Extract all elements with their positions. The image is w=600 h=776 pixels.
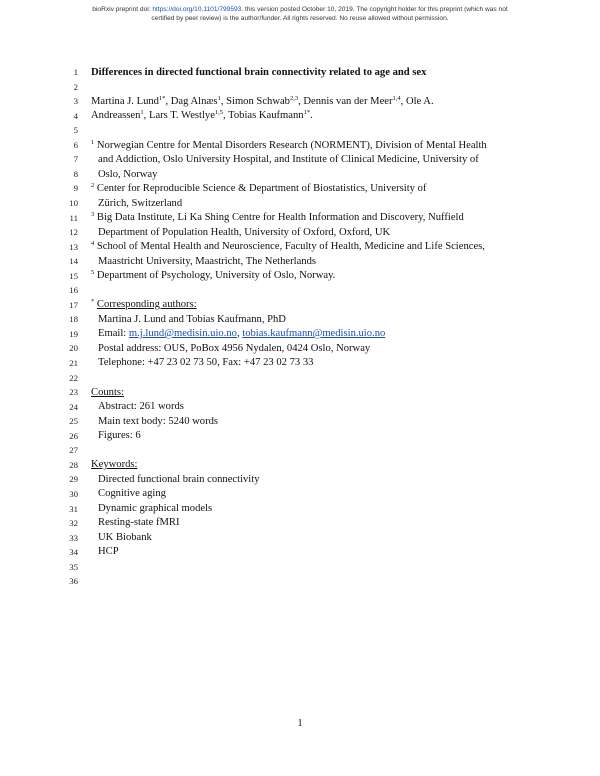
keyword-item: Directed functional brain connectivity — [98, 474, 260, 485]
line-number: 16 — [69, 285, 78, 296]
line-number: 22 — [69, 372, 78, 383]
affiliation-2: $^2$ Center for Reproducible Science & Department of Biostatistics, University of — [91, 182, 427, 194]
line-number: 9 — [73, 183, 78, 194]
email-link-kaufmann[interactable]: tobias.kaufmann@medisin.uio.no — [242, 328, 386, 339]
line-number: 1 — [73, 67, 78, 77]
line-number: 30 — [69, 488, 78, 499]
keyword-item: Cognitive aging — [98, 488, 166, 499]
line-number: 29 — [69, 474, 78, 485]
corresponding-phone: Telephone: +47 23 02 73 50, Fax: +47 23 02 73 33 — [98, 357, 314, 368]
author-line-2: Andreassen$^1$, Lars T. Westlye$^{1,5}$, Tobias Kaufmann$^{1*}$. — [91, 109, 313, 121]
line-number: 36 — [69, 576, 78, 587]
line-number: 32 — [69, 518, 78, 529]
count-item: Abstract: 261 words — [98, 401, 184, 412]
keyword-item: UK Biobank — [98, 532, 152, 543]
line-number: 17 — [69, 299, 78, 310]
line-number: 23 — [69, 387, 78, 398]
line-number: 31 — [69, 503, 78, 514]
line-number: 10 — [69, 197, 78, 208]
affiliation-3-cont: Department of Population Health, University of Oxford, Oxford, UK — [98, 227, 391, 238]
line-number: 13 — [69, 241, 78, 252]
line-number: 19 — [69, 328, 78, 339]
line-number: 5 — [73, 125, 78, 136]
line-number: 12 — [69, 227, 78, 238]
line-number: 3 — [73, 96, 78, 107]
line-number: 26 — [69, 430, 78, 441]
line-number: 25 — [69, 416, 78, 427]
affiliation-1: $^1$ Norwegian Centre for Mental Disorders Research (NORMENT), Division of Mental Health — [91, 139, 487, 151]
affiliation-4-cont: Maastricht University, Maastricht, The Netherlands — [98, 256, 316, 267]
line-number: 4 — [73, 110, 78, 121]
keyword-item: Resting-state fMRI — [98, 517, 180, 528]
counts-heading: Counts: — [91, 387, 124, 398]
corresponding-postal: Postal address: OUS, PoBox 4956 Nydalen, 0424 Oslo, Norway — [98, 343, 371, 354]
count-item: Figures: 6 — [98, 430, 141, 441]
page-number: 1 — [297, 718, 303, 729]
corresponding-heading: * Corresponding authors: — [91, 298, 197, 310]
affiliation-1-cont: and Addiction, Oslo University Hospital, and Institute of Clinical Medicine, University of — [98, 154, 479, 165]
line-number: 7 — [73, 154, 78, 165]
email-link-lund[interactable]: m.j.lund@medisin.uio.no — [128, 328, 237, 339]
line-number: 2 — [73, 81, 78, 92]
affiliation-2-cont: Zürich, Switzerland — [98, 198, 183, 209]
affiliation-4: $^4$ School of Mental Health and Neuroscience, Faculty of Health, Medicine and Life Sciences, — [91, 240, 485, 252]
paper-title: Differences in directed functional brain connectivity related to age and sex — [91, 67, 427, 78]
count-item: Main text body: 5240 words — [98, 416, 219, 427]
banner-line-2: certified by peer review) is the author/funder. All rights reserved. No reuse allowed without permission. — [151, 15, 449, 22]
line-number: 28 — [69, 459, 78, 470]
keywords-heading: Keywords: — [91, 459, 138, 470]
line-number: 21 — [69, 358, 78, 368]
line-number: 18 — [69, 314, 78, 325]
corresponding-email: Email: m.j.lund@medisin.uio.no, tobias.kaufmann@medisin.uio.no — [98, 328, 386, 339]
line-number: 33 — [69, 532, 78, 543]
affiliation-3: $^3$ Big Data Institute, Li Ka Shing Centre for Health Information and Discovery, Nuffield — [91, 211, 464, 223]
line-number: 11 — [69, 212, 78, 223]
line-number: 8 — [73, 168, 78, 179]
line-number: 14 — [69, 256, 78, 267]
line-number: 15 — [69, 270, 78, 281]
keyword-item: Dynamic graphical models — [98, 503, 213, 514]
doi-link[interactable]: https://doi.org/10.1101/799593 — [152, 6, 242, 13]
line-number: 35 — [69, 561, 78, 572]
line-number: 34 — [69, 547, 78, 558]
line-number: 27 — [69, 445, 78, 456]
author-line-1: Martina J. Lund$^{1*}$, Dag Alnæs$^1$, Simon Schwab$^{2,3}$, Dennis van der Meer$^{1,4}$, Ole A. — [91, 95, 434, 107]
affiliation-1-cont: Oslo, Norway — [98, 169, 158, 180]
banner-line-1: bioRxiv preprint doi: https://doi.org/10.1101/799593. this version posted October 10, 2019. The copyright holder for this preprint (which was not — [92, 6, 508, 13]
line-number: 6 — [73, 139, 78, 150]
line-number: 24 — [69, 401, 78, 412]
corresponding-names: Martina J. Lund and Tobias Kaufmann, PhD — [98, 314, 286, 325]
keyword-item: HCP — [98, 546, 119, 557]
line-number: 20 — [69, 343, 78, 354]
preprint-banner — [14, 5, 586, 23]
affiliation-5: $^5$ Department of Psychology, University of Oslo, Norway. — [91, 269, 336, 281]
